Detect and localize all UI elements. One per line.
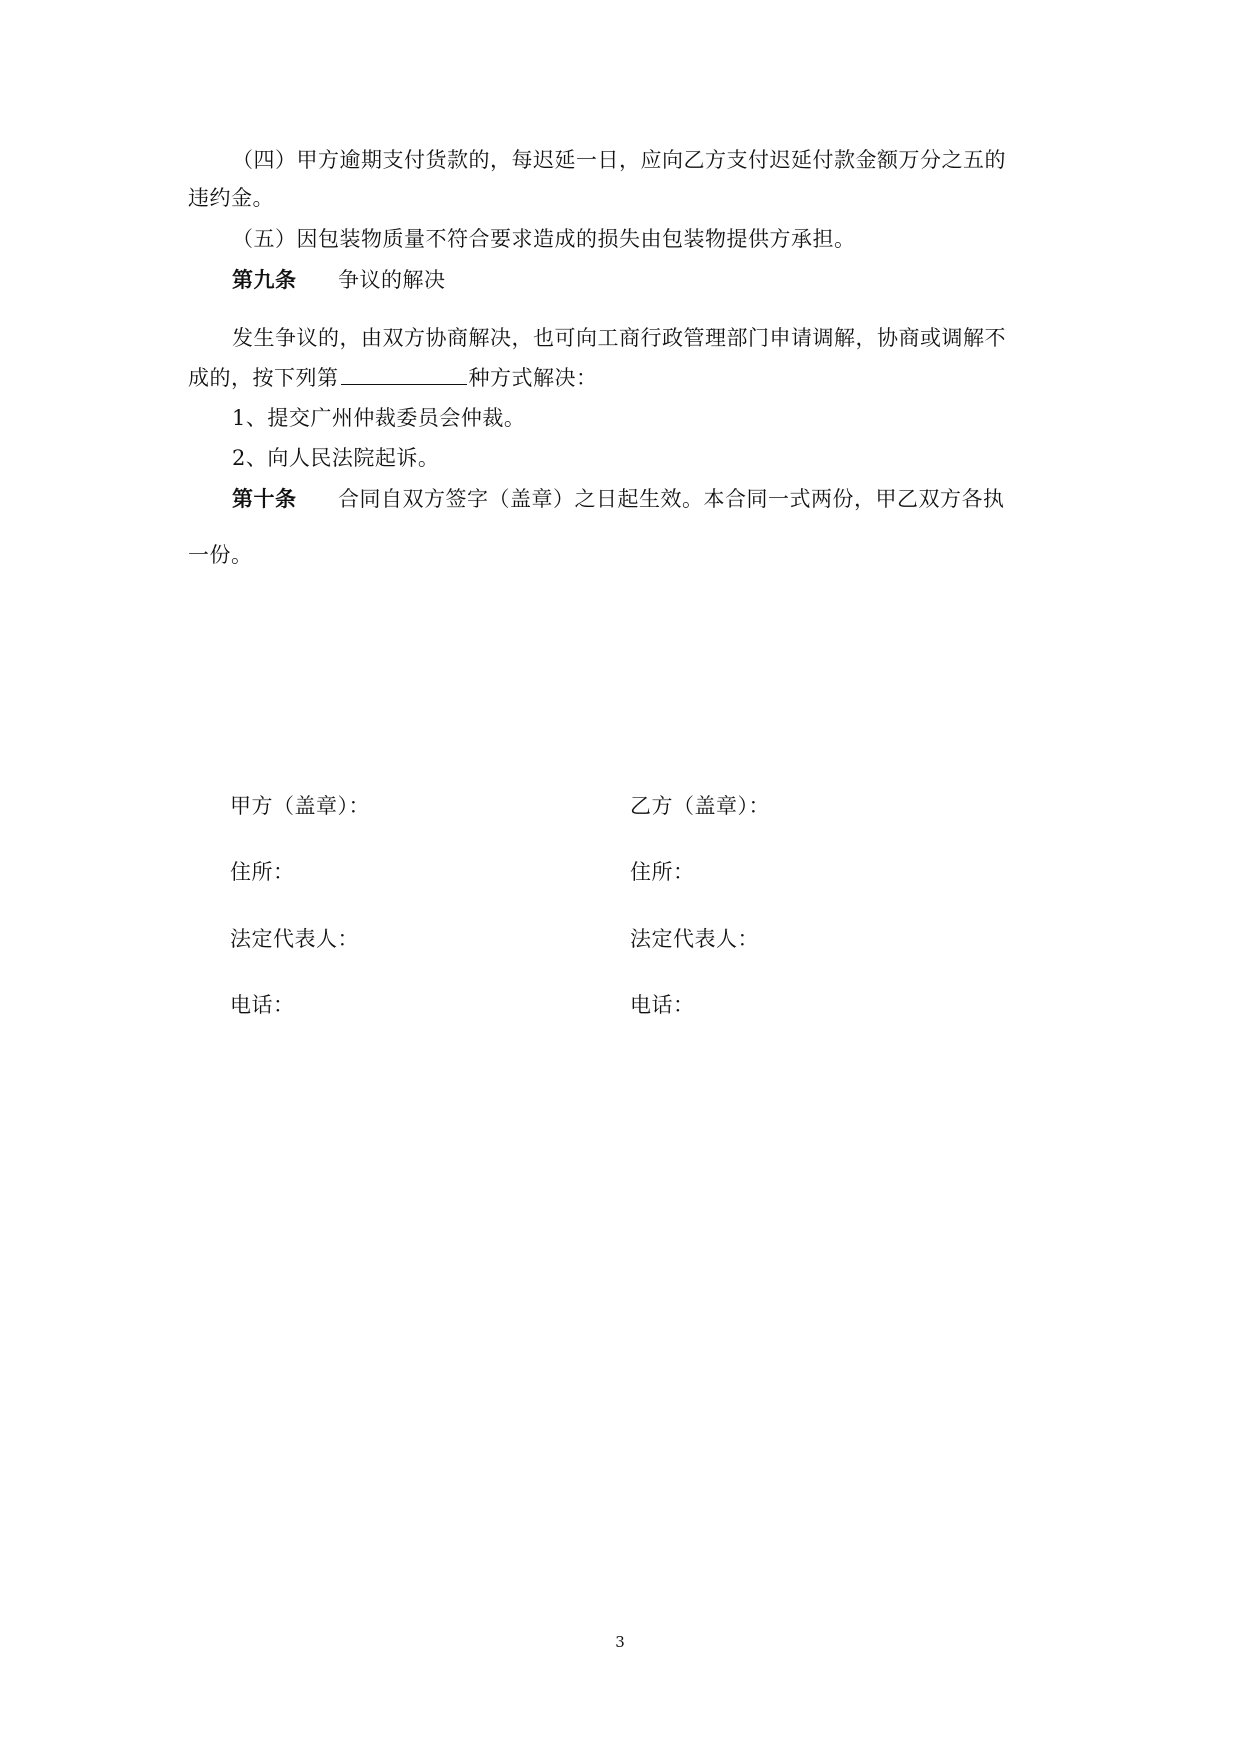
article-9-option-2: 2、向人民法院起诉。 — [232, 446, 440, 470]
article-10-line-2: 一份。 — [188, 543, 253, 567]
clause-item-4-line-2: 违约金。 — [188, 186, 274, 210]
party-a-address: 住所： — [230, 860, 295, 884]
clause-item-5: （五）因包装物质量不符合要求造成的损失由包装物提供方承担。 — [232, 227, 856, 251]
party-a-phone: 电话： — [230, 993, 295, 1017]
article-9-paragraph-line-1: 发生争议的，由双方协商解决，也可向工商行政管理部门申请调解，协商或调解不 — [232, 326, 1006, 350]
article-9-paragraph-line-2 — [188, 362, 598, 393]
article-9-paragraph-after-blank: 种方式解决： — [468, 366, 598, 390]
article-9-option-1: 1、提交广州仲裁委员会仲裁。 — [232, 406, 526, 430]
clause-item-4-line-1: （四）甲方逾期支付货款的，每迟延一日，应向乙方支付迟延付款金额万分之五的 — [232, 148, 1006, 172]
party-b-representative: 法定代表人： — [630, 927, 759, 951]
article-9-title: 争议的解决 — [338, 268, 446, 292]
party-a-representative: 法定代表人： — [230, 927, 359, 951]
party-b-phone: 电话： — [630, 993, 695, 1017]
article-10-label: 第十条 — [232, 487, 297, 511]
party-b-seal: 乙方（盖章）： — [630, 794, 770, 818]
article-10-text: 合同自双方签字（盖章）之日起生效。本合同一式两份，甲乙双方各执 — [338, 487, 1005, 511]
page-number: 3 — [615, 1633, 625, 1651]
party-a-seal: 甲方（盖章）： — [230, 794, 370, 818]
party-b-address: 住所： — [630, 860, 695, 884]
article-10-line-1 — [232, 484, 1005, 514]
article-9-heading — [232, 265, 446, 295]
article-9-paragraph-before-blank: 成的，按下列第 — [188, 366, 339, 390]
fill-in-blank — [341, 362, 467, 385]
article-9-label: 第九条 — [232, 268, 297, 292]
